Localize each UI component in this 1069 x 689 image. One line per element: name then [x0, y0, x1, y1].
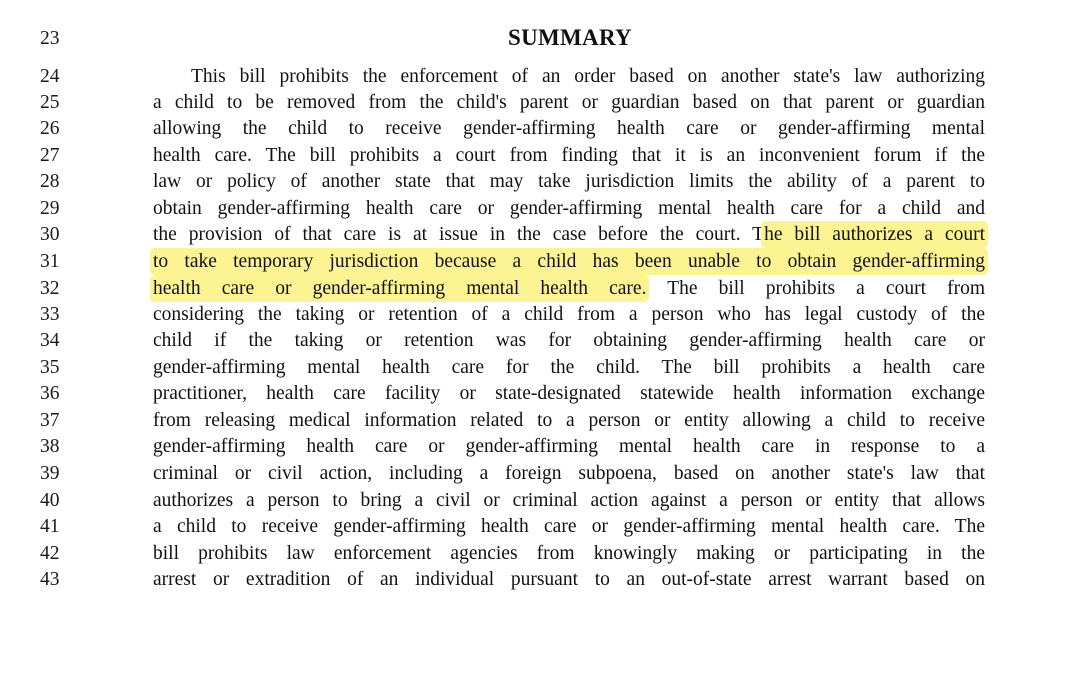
- line-number: 23: [40, 28, 60, 49]
- line-number: 33: [40, 304, 60, 325]
- line-number: 40: [40, 490, 60, 511]
- text-line: [153, 276, 985, 302]
- line-number: 31: [40, 251, 60, 272]
- highlighted-text: he bill authorizes a court: [764, 224, 986, 245]
- line-number: 43: [40, 569, 60, 590]
- line-number: 26: [40, 118, 60, 139]
- text-line: criminal or civil action, including a foreign subpoena, based on another state's law that: [153, 463, 985, 484]
- text-line: a child to be removed from the child's parent or guardian based on that parent or guardian: [153, 92, 985, 113]
- text-line: law or policy of another state that may take jurisdiction limits the ability of a parent to: [153, 171, 985, 192]
- text-line: from releasing medical information related to a person or entity allowing a child to receive: [153, 410, 985, 431]
- text-line: This bill prohibits the enforcement of an order based on another state's law authorizing: [191, 66, 985, 87]
- highlighted-text: to take temporary jurisdiction because a child has been unable to obtain gender-affirming: [153, 251, 985, 272]
- text-line: gender-affirming mental health care for the child. The bill prohibits a health care: [153, 357, 985, 378]
- text-line: health care. The bill prohibits a court from finding that it is an inconvenient forum if the: [153, 145, 985, 166]
- text-segment: the provision of that care is at issue in the case before the court. T: [153, 224, 765, 245]
- line-number: 36: [40, 383, 60, 404]
- text-line: [153, 249, 985, 275]
- text-line: [153, 222, 985, 248]
- text-line: gender-affirming health care or gender-affirming mental health care in response to a: [153, 436, 985, 457]
- line-number: 37: [40, 410, 60, 431]
- text-line: a child to receive gender-affirming health care or gender-affirming mental health care. The: [153, 516, 985, 537]
- line-number: 34: [40, 330, 60, 351]
- text-line: practitioner, health care facility or state-designated statewide health information exchange: [153, 383, 985, 404]
- line-number: 32: [40, 278, 60, 299]
- summary-heading: SUMMARY: [508, 25, 632, 50]
- text-line: allowing the child to receive gender-affirming health care or gender-affirming mental: [153, 118, 985, 139]
- text-line: considering the taking or retention of a child from a person who has legal custody of the: [153, 304, 985, 325]
- highlighted-text: health care or gender-affirming mental health care.: [153, 278, 647, 299]
- text-line: child if the taking or retention was for obtaining gender-affirming health care or: [153, 330, 985, 351]
- text-line: arrest or extradition of an individual pursuant to an out-of-state arrest warrant based on: [153, 569, 985, 590]
- line-number: 28: [40, 171, 60, 192]
- text-line: obtain gender-affirming health care or gender-affirming mental health care for a child and: [153, 198, 985, 219]
- line-number: 29: [40, 198, 60, 219]
- text-segment: The bill prohibits a court from: [646, 278, 985, 299]
- line-number: 25: [40, 92, 60, 113]
- line-number: 27: [40, 145, 60, 166]
- line-number: 35: [40, 357, 60, 378]
- line-number: 42: [40, 543, 60, 564]
- text-line: authorizes a person to bring a civil or criminal action against a person or entity that allows: [153, 490, 985, 511]
- line-number: 24: [40, 66, 60, 87]
- line-number: 38: [40, 436, 60, 457]
- line-number: 41: [40, 516, 60, 537]
- text-line: bill prohibits law enforcement agencies from knowingly making or participating in the: [153, 543, 985, 564]
- line-number: 39: [40, 463, 60, 484]
- line-number: 30: [40, 224, 60, 245]
